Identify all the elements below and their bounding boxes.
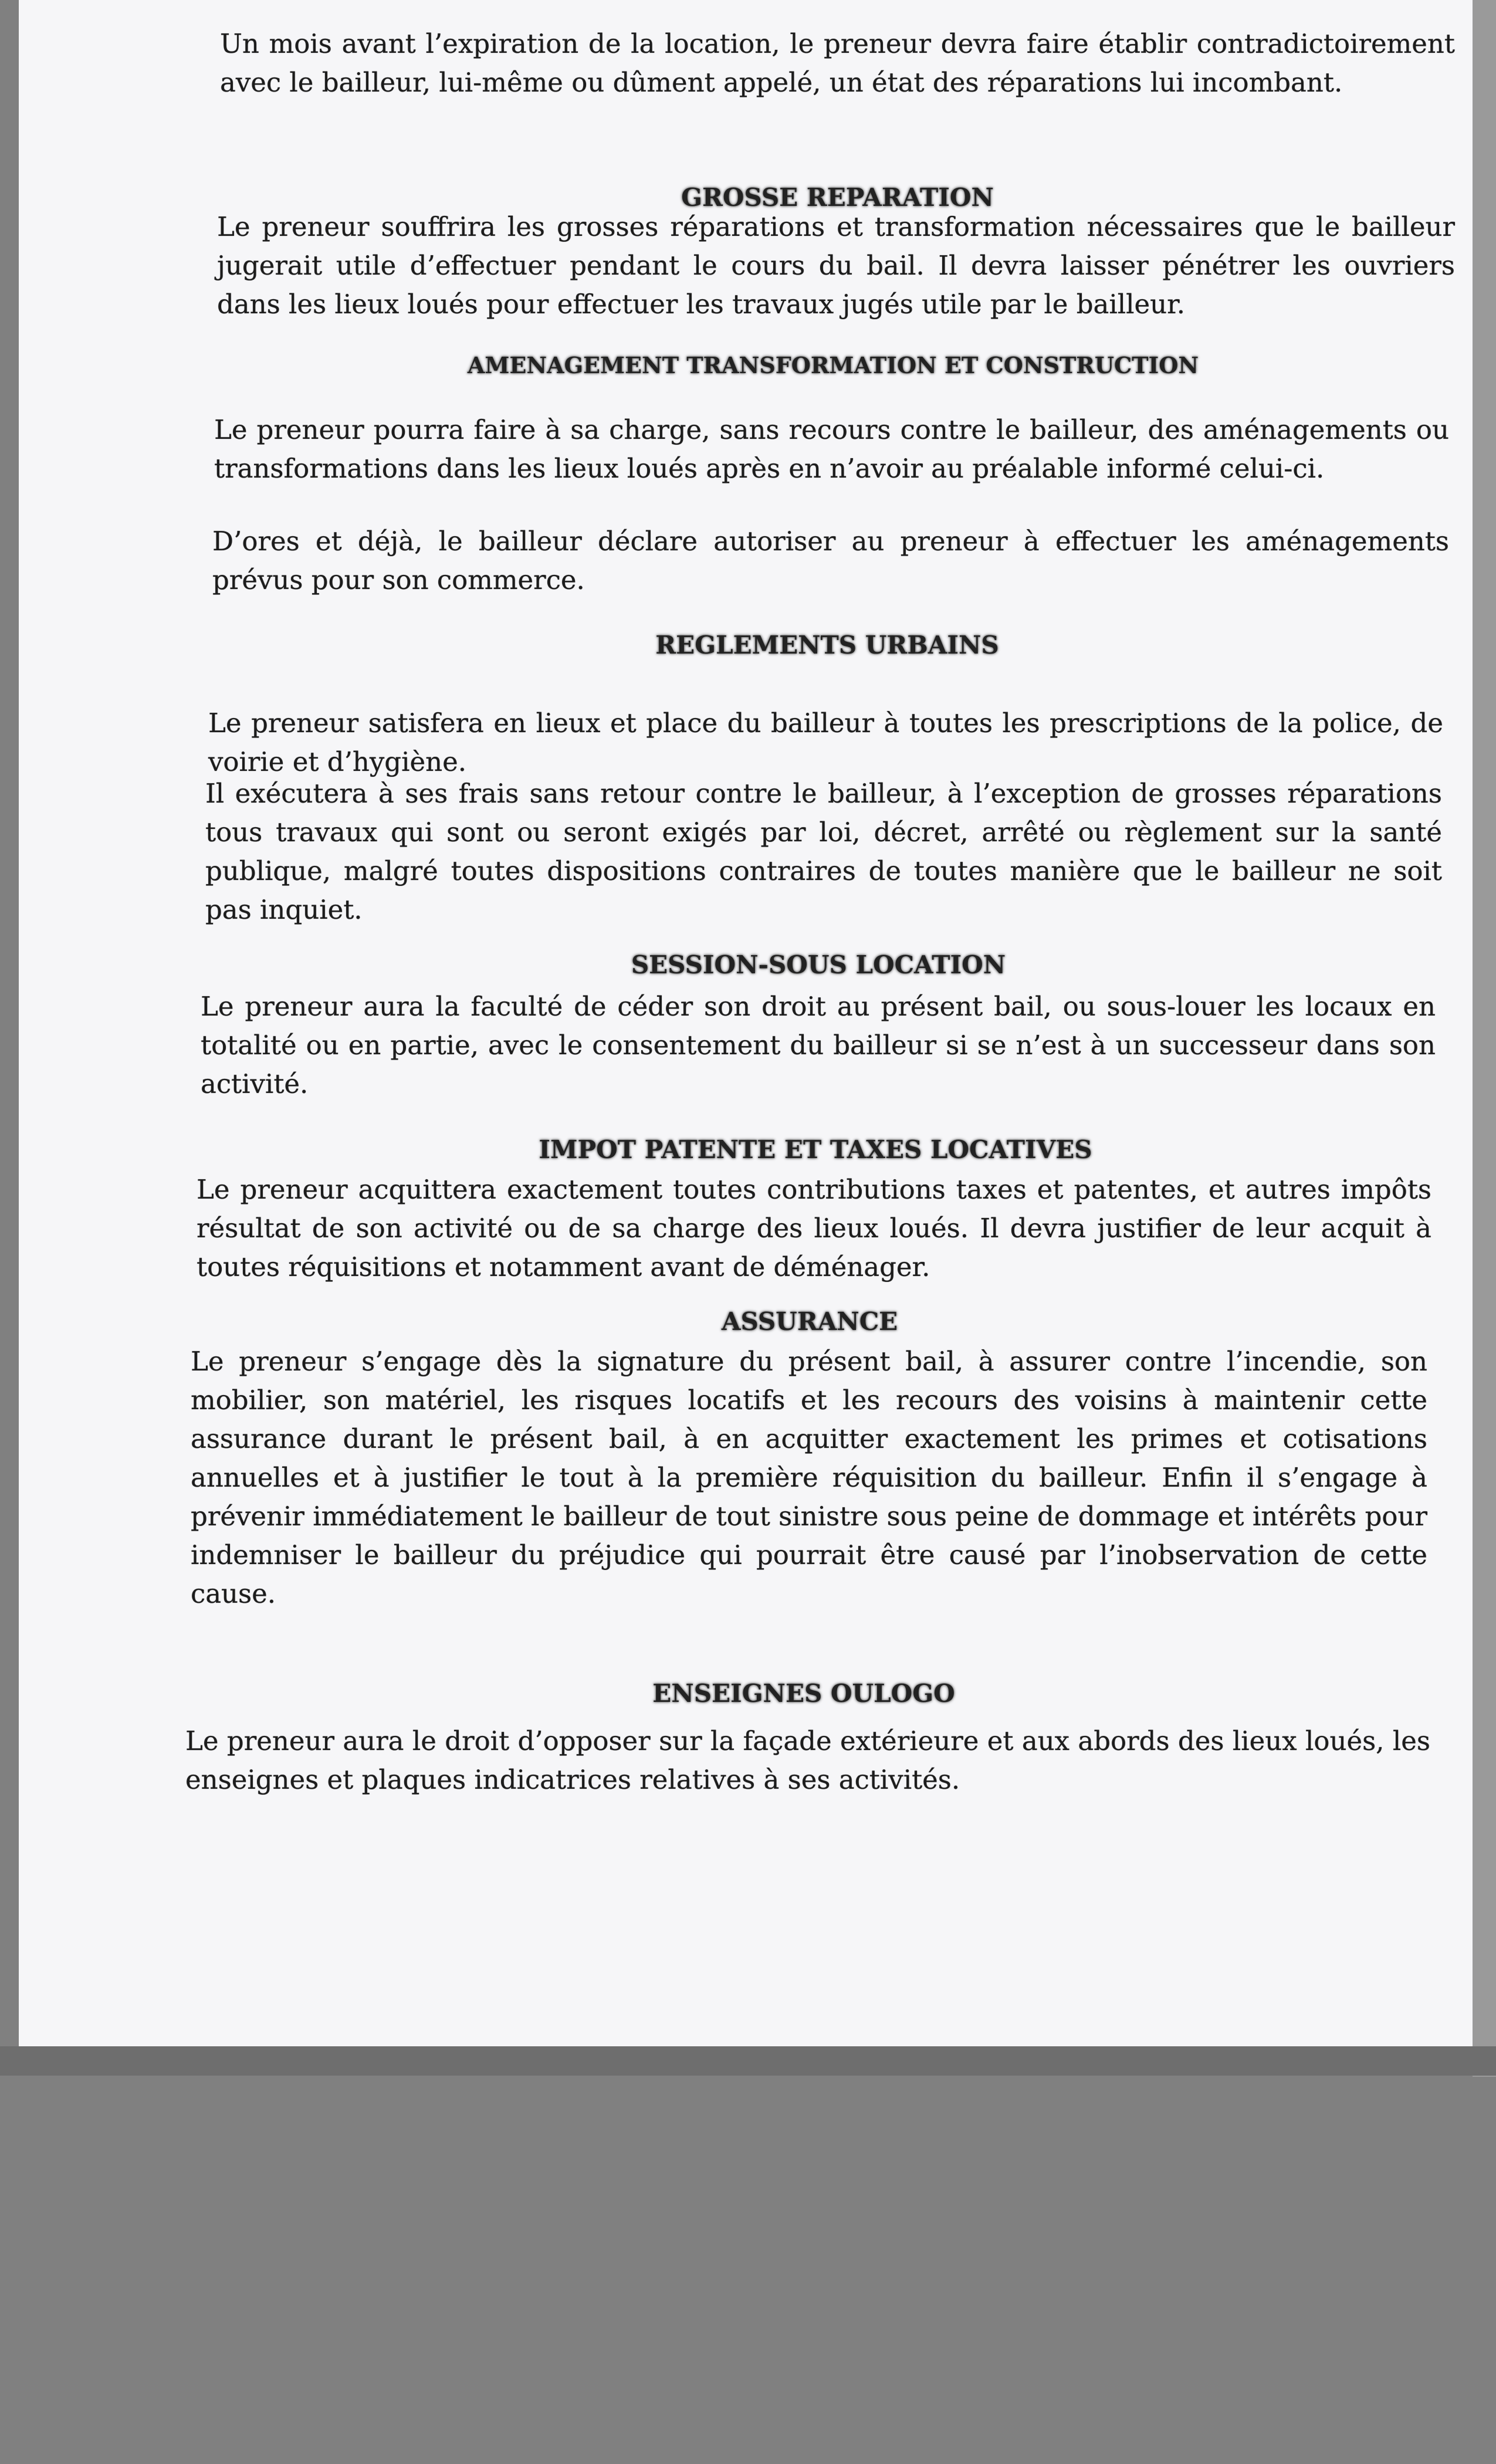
paragraph-grosse-reparation: Le preneur souffrira les grosses réparations et transformation nécessaires que le bailleur jugerait utile d’effectuer pendant le cours du bail. Il devra laisser pénétrer les ouvriers dans les lieux loués pour effectuer les travaux jugés utile par le bailleur. (217, 211, 1455, 320)
paragraph-amenagement-2: D’ores et déjà, le bailleur déclare autoriser au preneur à effectuer les aménagements prévus pour son commerce. (212, 526, 1449, 595)
intro-paragraph: Un mois avant l’expiration de la location, le preneur devra faire établir contradictoirement avec le bailleur, lui-même ou dûment appelé, un état des réparations lui incombant. (220, 28, 1455, 98)
paragraph-assurance: Le preneur s’engage dès la signature du présent bail, à assurer contre l’incendie, son mobilier, son matériel, les risques locatifs et les recours des voisins à maintenir cette assurance durant le présent bail, à en acquitter exactement les primes et cotisations annuelles et à justifier le tout à la première réquisition du bailleur. Enfin il s’engage à prévenir immédiatement le bailleur de tout sinistre sous peine de dommage et intérêts pour indemniser le bailleur du préjudice qui pourrait être causé par l’inobservation de cette cause. (191, 1346, 1427, 1609)
paragraph-enseignes: Le preneur aura le droit d’opposer sur la façade extérieure et aux abords des lieux loués, les enseignes et plaques indicatrices relatives à ses activités. (185, 1725, 1430, 1795)
scanner-edge (1473, 0, 1496, 2077)
heading-reglements-urbains: REGLEMENTS URBAINS (655, 631, 999, 659)
heading-enseignes: ENSEIGNES OULOGO (652, 1679, 955, 1708)
heading-amenagement: AMENAGEMENT TRANSFORMATION ET CONSTRUCTION (467, 352, 1199, 378)
paragraph-impot: Le preneur acquittera exactement toutes contributions taxes et patentes, et autres impôts résultat de son activité ou de sa charge des lieux loués. Il devra justifier de leur acquit à toutes réquisitions et notamment avant de déménager. (197, 1174, 1431, 1282)
heading-impot: IMPOT PATENTE ET TAXES LOCATIVES (539, 1135, 1092, 1164)
paragraph-reglements-2: Il exécutera à ses frais sans retour contre le bailleur, à l’exception de grosses réparations tous travaux qui sont ou seront exigés par loi, décret, arrêté ou règlement sur la santé publique, malgré toutes dispositions contraires de toutes manière que le bailleur ne soit pas inquiet. (205, 778, 1442, 925)
heading-session-sous-location: SESSION-SOUS LOCATION (631, 950, 1006, 979)
paragraph-session: Le preneur aura la faculté de céder son droit au présent bail, ou sous-louer les locaux en totalité ou en partie, avec le consentement du bailleur si se n’est à un successeur dans son activité. (201, 991, 1436, 1099)
scanner-shadow (0, 2046, 1496, 2076)
paragraph-reglements-1: Le preneur satisfera en lieux et place du bailleur à toutes les prescriptions de la police, de voirie et d’hygiène. (208, 708, 1443, 777)
heading-assurance: ASSURANCE (721, 1307, 898, 1336)
heading-grosse-reparation: GROSSE REPARATION (681, 183, 994, 212)
paragraph-amenagement-1: Le preneur pourra faire à sa charge, sans recours contre le bailleur, des aménagements ou transformations dans les lieux loués après en n’avoir au préalable informé celui-ci. (214, 414, 1449, 484)
